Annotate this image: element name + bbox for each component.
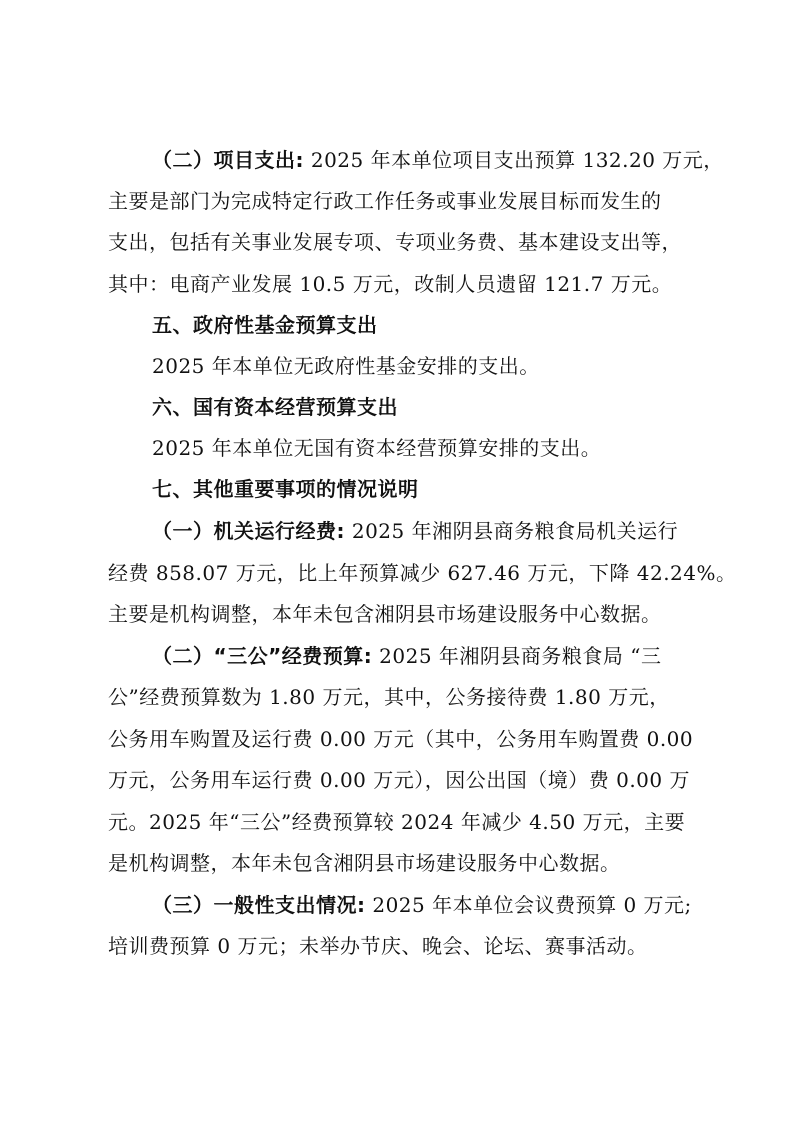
section-6-heading: 六、国有资本经营预算支出 xyxy=(152,395,398,419)
operating-cost-line-3: 主要是机构调整，本年未包含湘阴县市场建设服务中心数据。 xyxy=(108,602,662,626)
operating-cost-text-1: 2025 年湘阴县商务粮食局机关运行 xyxy=(345,519,679,543)
general-expense-label: （三）一般性支出情况: xyxy=(152,893,366,917)
three-public-line-1 xyxy=(152,642,662,670)
section-5-text: 2025 年本单位无政府性基金安排的支出。 xyxy=(152,354,540,378)
operating-cost-line-2: 经费 858.07 万元，比上年预算减少 627.46 万元，下降 42.24%。 xyxy=(108,561,737,585)
general-expense-line-2: 培训费预算 0 万元；未举办节庆、晚会、论坛、赛事活动。 xyxy=(108,934,648,958)
project-expenditure-line-2: 主要是部门为完成特定行政工作任务或事业发展目标而发生的 xyxy=(108,189,662,213)
project-expenditure-line-3: 支出，包括有关事业发展专项、专项业务费、基本建设支出等， xyxy=(108,230,682,254)
operating-cost-label: （一）机关运行经费: xyxy=(152,519,345,543)
three-public-label: （二）“三公”经费预算: xyxy=(152,644,373,668)
general-expense-text-1: 2025 年本单位会议费预算 0 万元; xyxy=(365,893,692,917)
three-public-line-4: 万元，公务用车运行费 0.00 万元），因公出国（境）费 0.00 万 xyxy=(108,768,690,792)
project-expenditure-line-4: 其中：电商产业发展 10.5 万元，改制人员遗留 121.7 万元。 xyxy=(108,272,673,296)
three-public-line-2: 公”经费预算数为 1.80 万元，其中，公务接待费 1.80 万元， xyxy=(108,685,670,709)
section-6-text: 2025 年本单位无国有资本经营预算安排的支出。 xyxy=(152,436,602,460)
operating-cost-line-1 xyxy=(152,517,678,545)
three-public-line-5: 元。2025 年“三公”经费预算较 2024 年减少 4.50 万元，主要 xyxy=(108,810,686,834)
three-public-line-3: 公务用车购置及运行费 0.00 万元（其中，公务用车购置费 0.00 xyxy=(108,727,694,751)
project-expenditure-line-1 xyxy=(152,146,724,174)
three-public-line-6: 是机构调整，本年未包含湘阴县市场建设服务中心数据。 xyxy=(108,851,621,875)
project-expenditure-label: （二）项目支出: xyxy=(152,148,304,172)
general-expense-line-1 xyxy=(152,891,692,919)
project-expenditure-text-1: 2025 年本单位项目支出预算 132.20 万元， xyxy=(304,148,724,172)
section-5-heading: 五、政府性基金预算支出 xyxy=(152,313,378,337)
section-7-heading: 七、其他重要事项的情况说明 xyxy=(152,477,419,501)
three-public-text-1: 2025 年湘阴县商务粮食局 “三 xyxy=(372,644,662,668)
